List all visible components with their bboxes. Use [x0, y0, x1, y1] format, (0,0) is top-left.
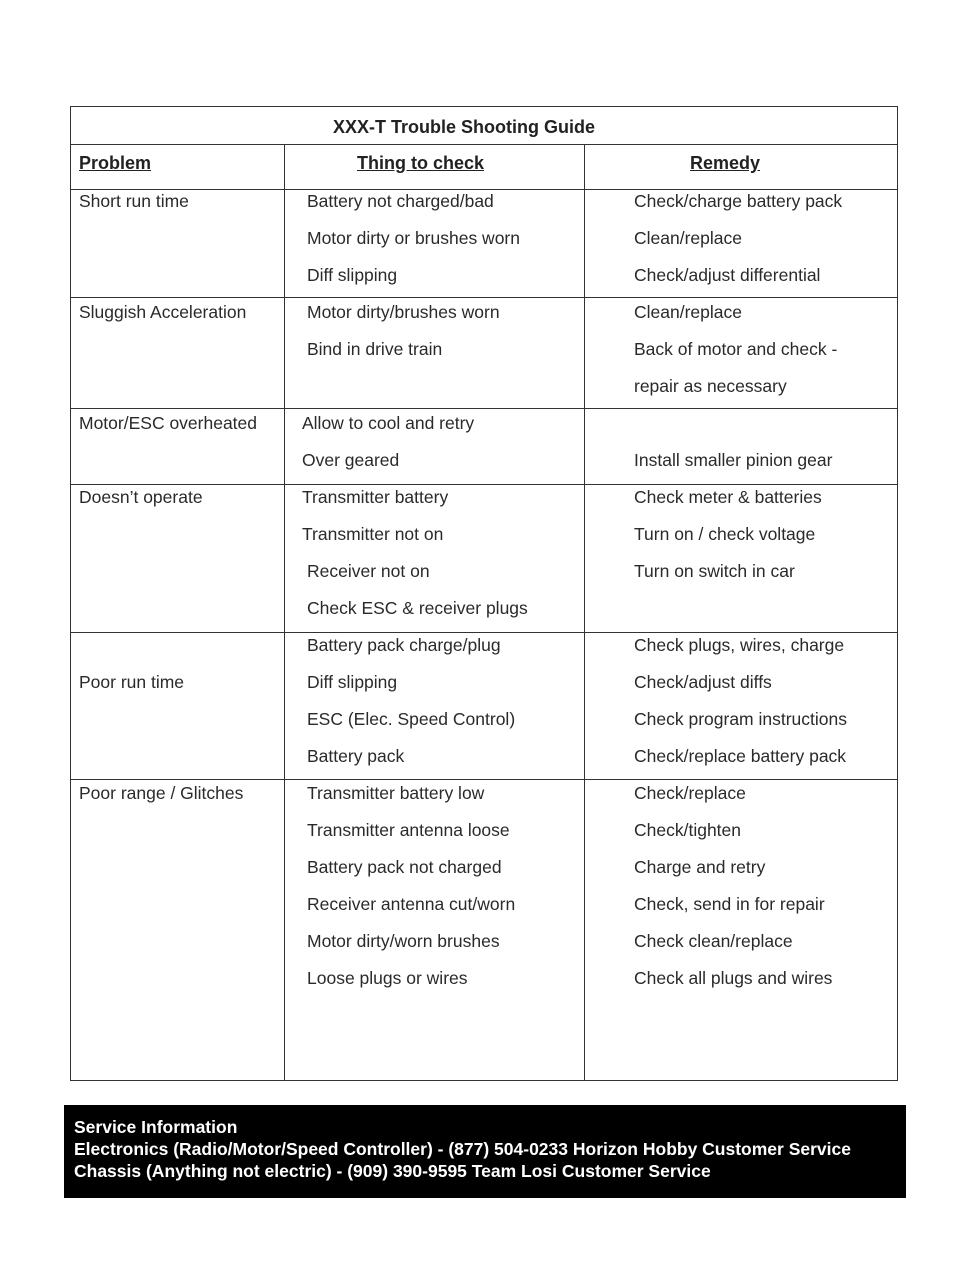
problem-cell: Motor/ESC overheated	[79, 413, 258, 433]
thing-cell: Loose plugs or wires	[307, 968, 468, 988]
remedy-cell: Check/adjust diffs	[634, 672, 772, 692]
problem-cell: Doesn’t operate	[79, 487, 203, 507]
thing-cell: Battery pack charge/plug	[307, 635, 501, 655]
service-information-box	[64, 1105, 906, 1198]
remedy-cell: Check plugs, wires, charge	[634, 635, 845, 655]
row-divider	[71, 189, 897, 190]
service-chassis-line: Chassis (Anything not electric) - (909) 390-9595 Team Losi Customer Service	[74, 1161, 711, 1181]
problem-cell: Poor run time	[79, 672, 185, 692]
service-heading: Service Information	[74, 1117, 238, 1137]
thing-cell: Allow to cool and retry	[302, 413, 475, 433]
thing-cell: Transmitter not on	[302, 524, 444, 544]
thing-cell: Motor dirty or brushes worn	[307, 228, 520, 248]
thing-cell: Motor dirty/worn brushes	[307, 931, 500, 951]
remedy-cell: Check/replace battery pack	[634, 746, 847, 766]
remedy-cell: Check/charge battery pack	[634, 191, 843, 211]
column-divider	[584, 145, 585, 1080]
service-electronics-line: Electronics (Radio/Motor/Speed Controller) - (877) 504-0233 Horizon Hobby Customer Service	[74, 1139, 851, 1159]
row-divider	[71, 632, 897, 633]
remedy-cell: Check clean/replace	[634, 931, 793, 951]
remedy-cell: Back of motor and check -	[634, 339, 838, 359]
remedy-cell: repair as necessary	[634, 376, 787, 396]
table-title-row	[71, 107, 897, 145]
row-divider	[71, 408, 897, 409]
thing-cell: Battery pack not charged	[307, 857, 502, 877]
thing-cell: Over geared	[302, 450, 400, 470]
problem-cell: Short run time	[79, 191, 189, 211]
thing-cell: Receiver antenna cut/worn	[307, 894, 516, 914]
problem-cell: Poor range / Glitches	[79, 783, 244, 803]
remedy-cell: Check meter & batteries	[634, 487, 822, 507]
troubleshooting-table	[70, 106, 898, 1081]
thing-cell: ESC (Elec. Speed Control)	[307, 709, 516, 729]
header-remedy: Remedy	[690, 153, 761, 173]
remedy-cell: Check all plugs and wires	[634, 968, 833, 988]
remedy-cell: Clean/replace	[634, 228, 742, 248]
thing-cell: Motor dirty/brushes worn	[307, 302, 500, 322]
row-divider	[71, 297, 897, 298]
remedy-cell: Check/adjust differential	[634, 265, 821, 285]
remedy-cell: Check program instructions	[634, 709, 847, 729]
header-problem: Problem	[79, 153, 152, 173]
table-title: XXX-T Trouble Shooting Guide	[333, 117, 595, 137]
remedy-cell: Charge and retry	[634, 857, 766, 877]
row-divider	[71, 484, 897, 485]
thing-cell: Battery not charged/bad	[307, 191, 494, 211]
thing-cell: Check ESC & receiver plugs	[307, 598, 528, 618]
remedy-cell: Turn on switch in car	[634, 561, 795, 581]
thing-cell: Transmitter battery	[302, 487, 449, 507]
header-thing-to-check: Thing to check	[357, 153, 485, 173]
column-divider	[284, 145, 285, 1080]
remedy-cell: Check/replace	[634, 783, 746, 803]
thing-cell: Battery pack	[307, 746, 405, 766]
remedy-cell: Clean/replace	[634, 302, 742, 322]
row-divider	[71, 779, 897, 780]
thing-cell: Transmitter battery low	[307, 783, 485, 803]
problem-cell: Sluggish Acceleration	[79, 302, 247, 322]
thing-cell: Diff slipping	[307, 265, 398, 285]
thing-cell: Receiver not on	[307, 561, 430, 581]
thing-cell: Bind in drive train	[307, 339, 443, 359]
remedy-cell: Turn on / check voltage	[634, 524, 816, 544]
thing-cell: Diff slipping	[307, 672, 398, 692]
remedy-cell: Check, send in for repair	[634, 894, 825, 914]
remedy-cell: Install smaller pinion gear	[634, 450, 833, 470]
remedy-cell: Check/tighten	[634, 820, 742, 840]
thing-cell: Transmitter antenna loose	[307, 820, 510, 840]
